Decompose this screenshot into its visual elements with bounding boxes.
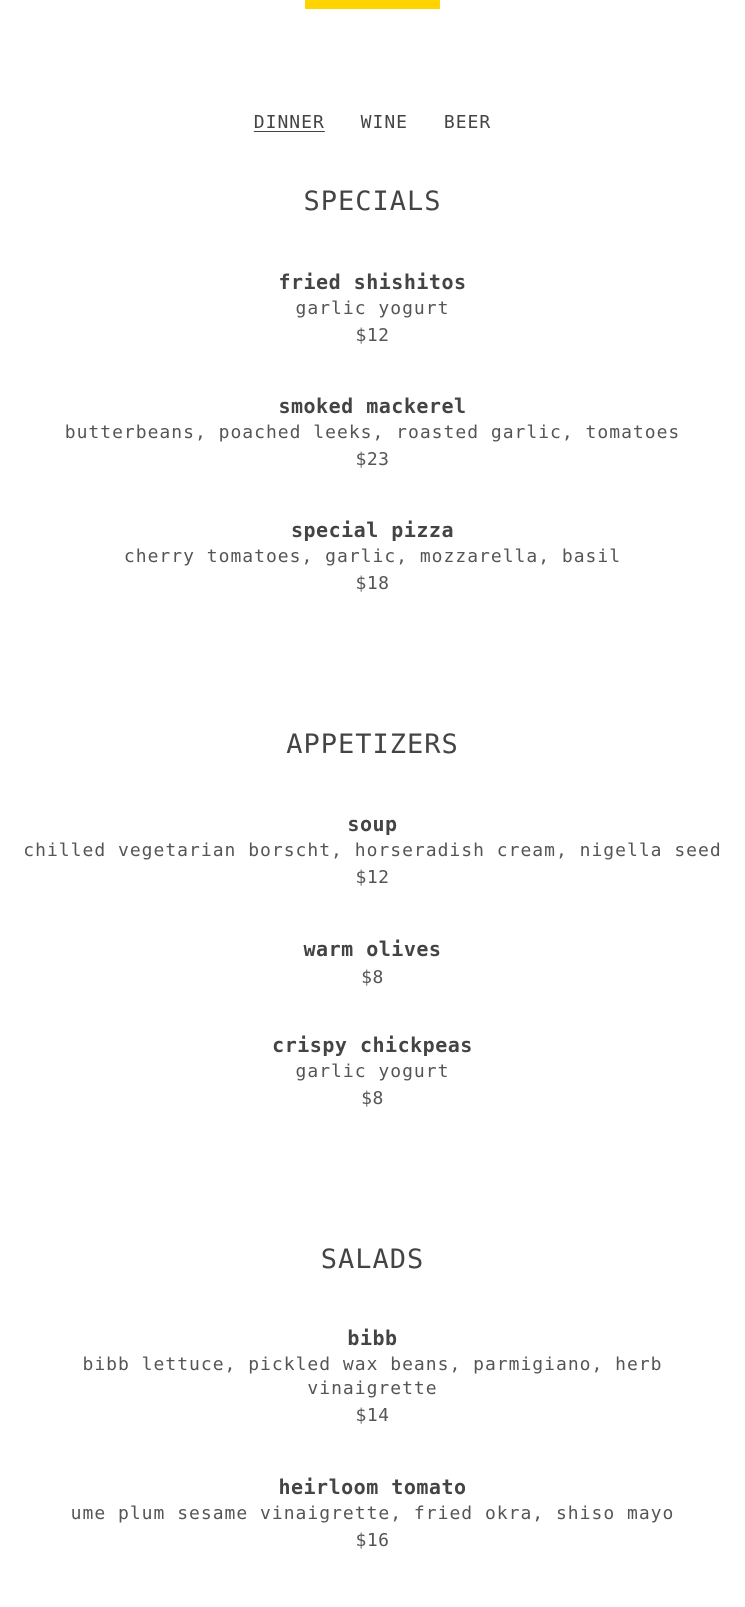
item-description: cherry tomatoes, garlic, mozzarella, basil bbox=[123, 546, 622, 567]
menu-item bbox=[0, 935, 745, 993]
item-price: $14 bbox=[355, 1405, 390, 1426]
item-description: ume plum sesame vinaigrette, fried okra, shiso mayo bbox=[70, 1503, 675, 1524]
item-price: $12 bbox=[355, 867, 390, 888]
item-description: chilled vegetarian borscht, horseradish cream, nigella seed bbox=[23, 840, 722, 861]
menu-item bbox=[0, 392, 745, 475]
item-price: $18 bbox=[355, 573, 390, 594]
item-description: garlic yogurt bbox=[295, 1061, 450, 1082]
menu-item bbox=[0, 1031, 745, 1114]
item-name: soup bbox=[347, 812, 398, 836]
item-price: $8 bbox=[361, 967, 384, 988]
menu-item bbox=[0, 516, 745, 599]
item-price: $8 bbox=[361, 1088, 384, 1109]
nav-beer-link[interactable]: BEER bbox=[443, 112, 492, 133]
menu-item bbox=[0, 810, 745, 893]
menu-item bbox=[0, 1473, 745, 1556]
item-name: smoked mackerel bbox=[278, 394, 467, 418]
nav-dinner-link[interactable]: DINNER bbox=[253, 112, 325, 133]
section-title-specials: SPECIALS bbox=[303, 186, 442, 217]
item-description: garlic yogurt bbox=[295, 298, 450, 319]
item-name: bibb bbox=[347, 1326, 398, 1350]
item-name: warm olives bbox=[303, 937, 442, 961]
section-title-salads: SALADS bbox=[320, 1244, 425, 1275]
menu-item bbox=[0, 268, 745, 351]
item-name: special pizza bbox=[290, 518, 455, 542]
item-name: heirloom tomato bbox=[278, 1475, 467, 1499]
menu-item bbox=[0, 1324, 745, 1431]
item-price: $16 bbox=[355, 1530, 390, 1551]
nav-wine-link[interactable]: WINE bbox=[360, 112, 409, 133]
brand-accent-bar bbox=[305, 0, 440, 9]
item-name: crispy chickpeas bbox=[272, 1033, 473, 1057]
item-price: $23 bbox=[355, 449, 390, 470]
menu-nav bbox=[0, 112, 745, 133]
item-description: butterbeans, poached leeks, roasted garlic, tomatoes bbox=[64, 422, 681, 443]
section-title-appetizers: APPETIZERS bbox=[286, 729, 459, 760]
item-price: $12 bbox=[355, 325, 390, 346]
item-description: bibb lettuce, pickled wax beans, parmigiano, herb vinaigrette bbox=[82, 1354, 663, 1399]
item-name: fried shishitos bbox=[278, 270, 467, 294]
